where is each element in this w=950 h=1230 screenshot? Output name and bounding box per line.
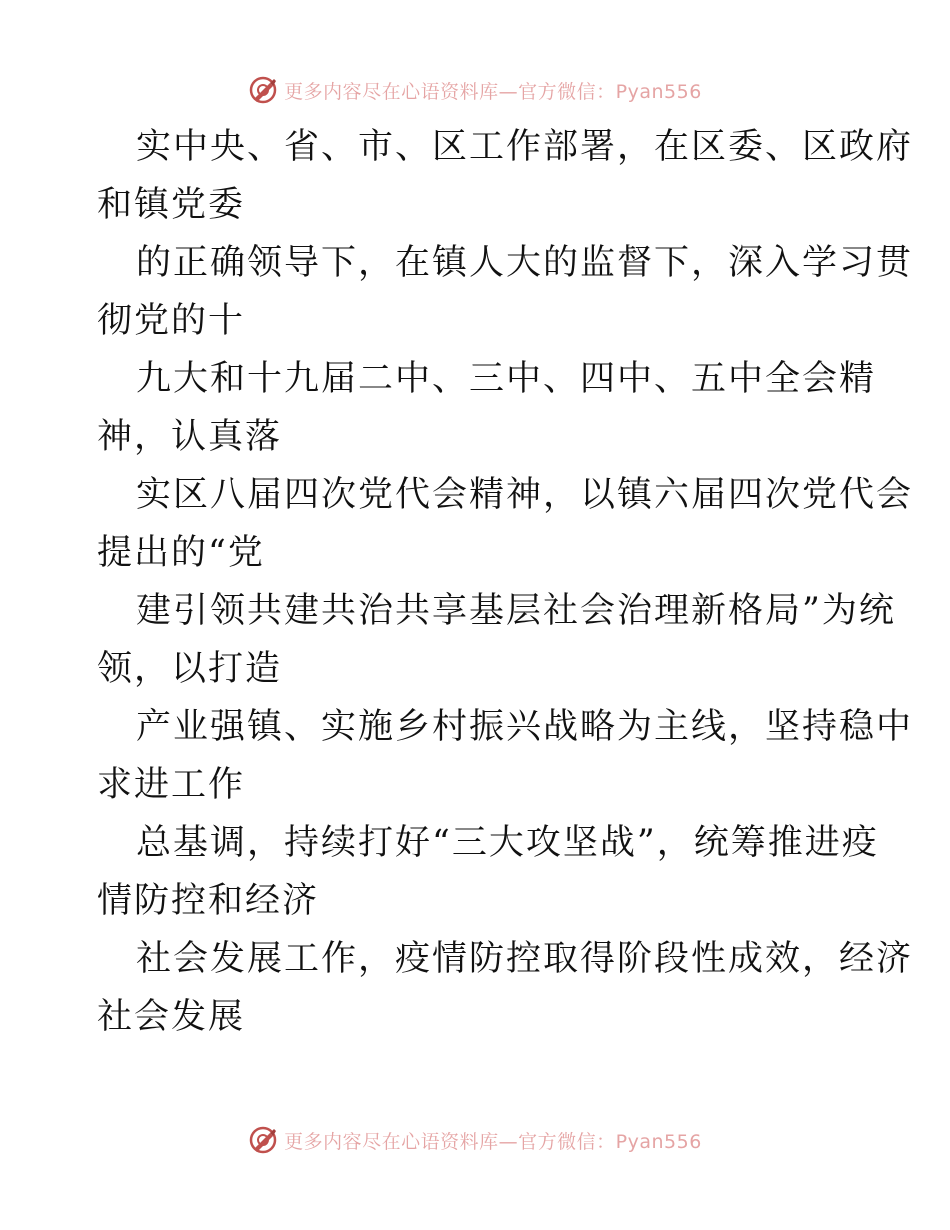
pen-logo-icon — [248, 75, 278, 105]
paragraph — [0, 466, 950, 582]
paragraph — [0, 118, 950, 234]
header-watermark — [0, 72, 950, 108]
paragraph — [0, 814, 950, 930]
paragraph-line: 神，认真落 — [97, 417, 283, 457]
paragraph — [0, 234, 950, 350]
paragraph-line: 彻党的十 — [97, 301, 246, 341]
document-body — [0, 118, 950, 1046]
paragraph-line: 实区八届四次党代会精神，以镇六届四次党代会 — [136, 475, 914, 515]
paragraph — [0, 350, 950, 466]
paragraph — [0, 930, 950, 1046]
paragraph-line: 社会发展工作，疫情防控取得阶段性成效，经济 — [136, 939, 914, 979]
paragraph-line: 社会发展 — [97, 997, 246, 1037]
paragraph-line: 情防控和经济 — [97, 881, 320, 921]
watermark-text: 更多内容尽在心语资料库—官方微信：Pyan556 — [284, 80, 702, 103]
paragraph-line: 建引领共建共治共享基层社会治理新格局”为统 — [136, 591, 896, 631]
watermark-text: 更多内容尽在心语资料库—官方微信：Pyan556 — [284, 1130, 702, 1153]
footer-watermark — [0, 1122, 950, 1158]
paragraph-line: 提出的“党 — [97, 533, 265, 573]
paragraph-line: 和镇党委 — [97, 185, 246, 225]
paragraph-line: 领，以打造 — [97, 649, 283, 689]
paragraph-line: 的正确领导下，在镇人大的监督下，深入学习贯 — [136, 243, 914, 283]
paragraph-line: 产业强镇、实施乡村振兴战略为主线，坚持稳中 — [136, 707, 914, 747]
paragraph-line: 九大和十九届二中、三中、四中、五中全会精 — [136, 359, 877, 399]
paragraph-line: 实中央、省、市、区工作部署，在区委、区政府 — [136, 127, 914, 167]
paragraph-line: 求进工作 — [97, 765, 246, 805]
paragraph — [0, 582, 950, 698]
pen-logo-icon — [248, 1125, 278, 1155]
paragraph — [0, 698, 950, 814]
paragraph-line: 总基调，持续打好“三大攻坚战”，统筹推进疫 — [136, 823, 879, 863]
